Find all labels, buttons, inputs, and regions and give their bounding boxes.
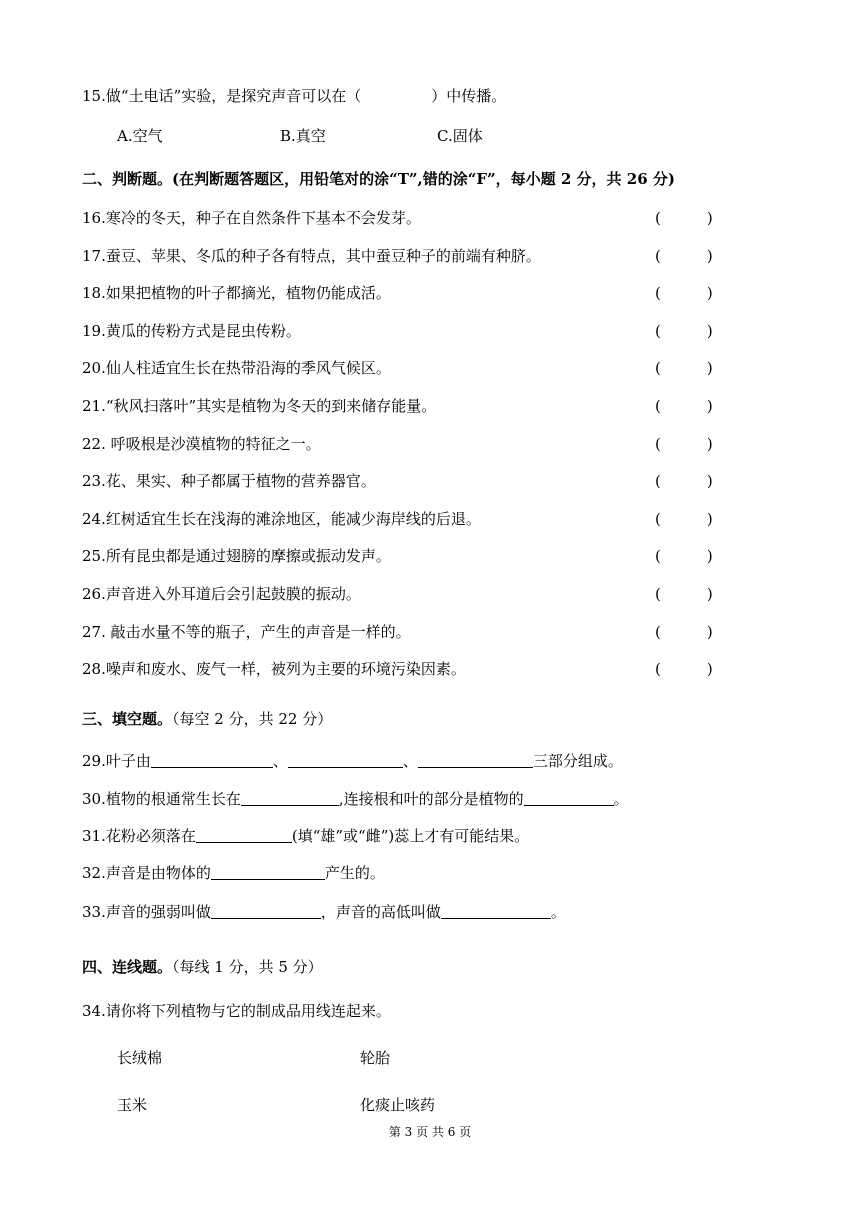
question-30-text-mid: ,连接根和叶的部分是植物的 <box>338 790 524 808</box>
paren-close: ) <box>706 510 713 528</box>
answer-parentheses[interactable] <box>655 246 713 266</box>
option-a: A.空气 <box>117 127 163 145</box>
question-29-text: 29.叶子由 <box>82 752 151 770</box>
answer-parentheses[interactable] <box>655 622 713 642</box>
paren-open: ( <box>655 284 661 302</box>
separator: 、 <box>402 752 418 770</box>
answer-parentheses[interactable] <box>655 434 713 454</box>
section-3-heading: 三、填空题。 <box>82 710 173 728</box>
paren-close: ) <box>706 435 713 453</box>
option-b: B.真空 <box>280 127 326 145</box>
section-2-heading: 二、判断题。 <box>82 170 173 188</box>
paren-open: ( <box>655 660 661 678</box>
paren-close: ) <box>706 359 713 377</box>
paren-close: ) <box>706 322 713 340</box>
separator: 、 <box>272 752 288 770</box>
answer-blank[interactable] <box>211 902 321 919</box>
answer-blank[interactable] <box>418 751 533 768</box>
paren-open: ( <box>655 359 661 377</box>
answer-parentheses[interactable] <box>655 584 713 604</box>
paren-close: ) <box>706 547 713 565</box>
question-29 <box>82 751 623 771</box>
question-30-text-end: 。 <box>613 790 629 808</box>
question-15-text: 15.做“土电话”实验，是探究声音可以在（ <box>82 87 362 105</box>
paren-close: ) <box>706 209 713 227</box>
question-33-text-mid: ，声音的高低叫做 <box>320 903 441 921</box>
judge-item: 27. 敲击水量不等的瓶子，产生的声音是一样的。 <box>82 623 411 641</box>
judge-item: 24.红树适宜生长在浅海的滩涂地区，能减少海岸线的后退。 <box>82 510 481 528</box>
question-33 <box>82 902 566 922</box>
question-32-text: 32.声音是由物体的 <box>82 864 211 882</box>
question-33-text: 33.声音的强弱叫做 <box>82 903 211 921</box>
question-31-text-end: (填“雄”或“雌”)蕊上才有可能结果。 <box>291 827 530 845</box>
paren-open: ( <box>655 322 661 340</box>
paren-open: ( <box>655 585 661 603</box>
answer-blank[interactable] <box>241 789 339 806</box>
section-4-title <box>82 957 323 977</box>
paren-open: ( <box>655 547 661 565</box>
answer-parentheses[interactable] <box>655 321 713 341</box>
section-3-note: （每空 2 分，共 22 分） <box>172 710 333 728</box>
paren-close: ) <box>706 660 713 678</box>
question-31 <box>82 826 529 846</box>
judge-item: 18.如果把植物的叶子都摘光，植物仍能成活。 <box>82 284 391 302</box>
page-footer: 第 3 页 共 6 页 <box>388 1125 472 1139</box>
paren-close: ) <box>706 397 713 415</box>
answer-blank[interactable] <box>211 863 325 880</box>
paren-open: ( <box>655 510 661 528</box>
answer-blank[interactable] <box>288 751 403 768</box>
section-2-note: (在判断题答题区，用铅笔对的涂“T”,错的涂“F”，每小题 2 分，共 26 分) <box>172 170 675 188</box>
paren-close: ) <box>706 472 713 490</box>
answer-blank[interactable] <box>524 789 614 806</box>
paren-open: ( <box>655 435 661 453</box>
match-left-item[interactable]: 长绒棉 <box>117 1049 163 1067</box>
question-32-text-end: 产生的。 <box>324 864 385 882</box>
option-c: C.固体 <box>437 127 483 145</box>
judge-item: 19.黄瓜的传粉方式是昆虫传粉。 <box>82 322 301 340</box>
answer-parentheses[interactable] <box>655 283 713 303</box>
section-2-title <box>82 169 675 189</box>
judge-item: 23.花、果实、种子都属于植物的营养器官。 <box>82 472 376 490</box>
section-4-note: （每线 1 分，共 5 分） <box>172 958 323 976</box>
judge-item: 21.“秋风扫落叶”其实是植物为冬天的到来储存能量。 <box>82 397 437 415</box>
question-31-text: 31.花粉必须落在 <box>82 827 196 845</box>
section-4-heading: 四、连线题。 <box>82 958 173 976</box>
paren-open: ( <box>655 472 661 490</box>
match-right-item[interactable]: 轮胎 <box>360 1049 391 1067</box>
answer-parentheses[interactable] <box>655 358 713 378</box>
question-34: 34.请你将下列植物与它的制成品用线连起来。 <box>82 1002 391 1020</box>
answer-parentheses[interactable] <box>655 396 713 416</box>
paren-open: ( <box>655 397 661 415</box>
answer-blank[interactable] <box>196 826 292 843</box>
section-3-title <box>82 709 332 729</box>
question-15-text-end: ）中传播。 <box>431 87 507 105</box>
answer-blank[interactable] <box>441 902 551 919</box>
judge-item: 25.所有昆虫都是通过翅膀的摩擦或振动发声。 <box>82 547 391 565</box>
question-15 <box>82 86 506 106</box>
paren-open: ( <box>655 247 661 265</box>
match-right-item[interactable]: 化痰止咳药 <box>360 1096 436 1114</box>
answer-parentheses[interactable] <box>655 509 713 529</box>
judge-item: 20.仙人柱适宜生长在热带沿海的季风气候区。 <box>82 359 391 377</box>
paren-open: ( <box>655 623 661 641</box>
match-left-item[interactable]: 玉米 <box>117 1096 148 1114</box>
answer-parentheses[interactable] <box>655 659 713 679</box>
answer-parentheses[interactable] <box>655 471 713 491</box>
paren-close: ) <box>706 284 713 302</box>
answer-parentheses[interactable] <box>655 546 713 566</box>
answer-blank[interactable] <box>151 751 273 768</box>
judge-item: 22. 呼吸根是沙漠植物的特征之一。 <box>82 435 321 453</box>
question-30 <box>82 789 629 809</box>
question-32 <box>82 863 385 883</box>
judge-item: 17.蚕豆、苹果、冬瓜的种子各有特点，其中蚕豆种子的前端有种脐。 <box>82 247 541 265</box>
paren-close: ) <box>706 585 713 603</box>
paren-close: ) <box>706 623 713 641</box>
question-29-text-end: 三部分组成。 <box>532 752 623 770</box>
judge-item: 16.寒冷的冬天，种子在自然条件下基本不会发芽。 <box>82 209 421 227</box>
paren-open: ( <box>655 209 661 227</box>
question-30-text: 30.植物的根通常生长在 <box>82 790 241 808</box>
judge-item: 26.声音进入外耳道后会引起鼓膜的振动。 <box>82 585 361 603</box>
answer-parentheses[interactable] <box>655 208 713 228</box>
paren-close: ) <box>706 247 713 265</box>
judge-item: 28.噪声和废水、废气一样，被列为主要的环境污染因素。 <box>82 660 466 678</box>
question-33-text-end: 。 <box>550 903 566 921</box>
